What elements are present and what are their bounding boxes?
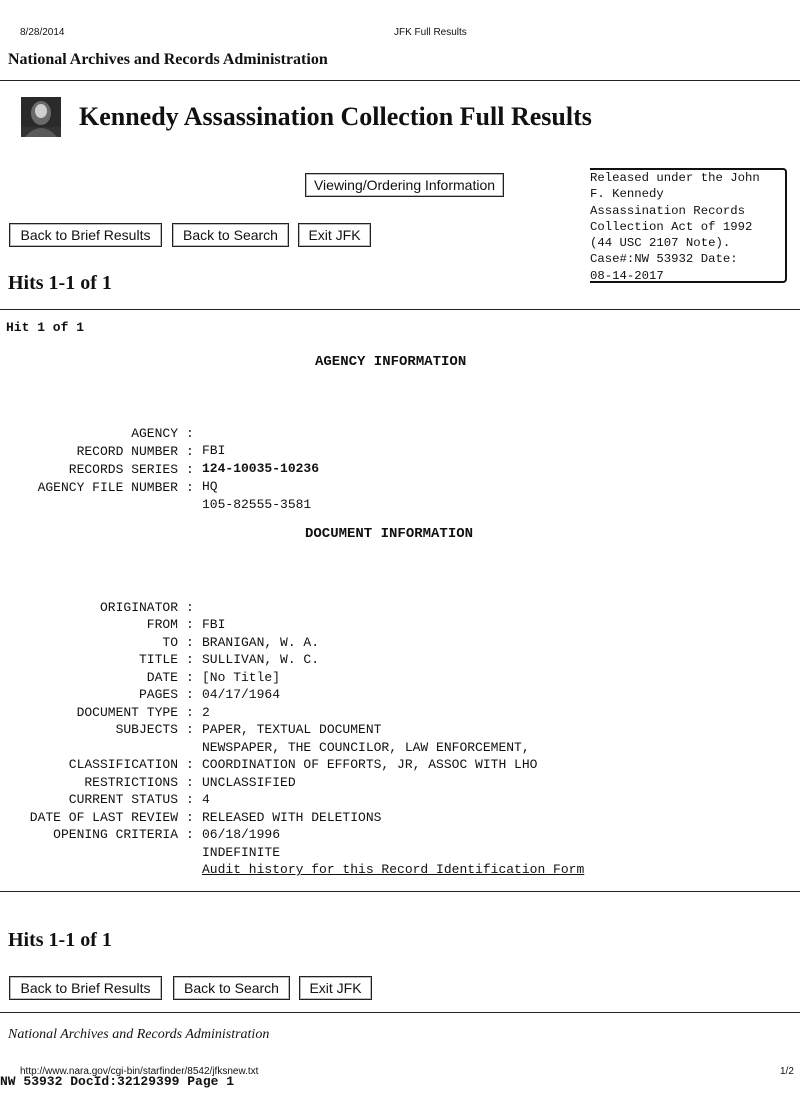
field-label: CURRENT STATUS xyxy=(68,792,178,807)
field-value: INDEFINITE xyxy=(202,844,281,860)
release-stamp-line: (44 USC 2107 Note). xyxy=(590,236,731,251)
field-value: UNCLASSIFIED xyxy=(202,774,296,790)
field-label: OPENING CRITERIA xyxy=(53,827,178,842)
field-label: ORIGINATOR xyxy=(99,599,178,615)
field-value: FBI xyxy=(202,443,226,458)
field-value: 105-82555-3581 xyxy=(202,497,312,512)
field-date: DATE : 04/17/1964 xyxy=(146,669,281,702)
field-label: RECORDS SERIES xyxy=(68,461,178,477)
field-label: DATE xyxy=(146,669,178,685)
field-date-of-last-review: DATE OF LAST REVIEW : 06/18/1996 xyxy=(29,809,281,842)
release-stamp-line: Released under the John xyxy=(590,171,760,185)
print-page-number: 1/2 xyxy=(780,1066,794,1077)
release-stamp-line: F. Kennedy xyxy=(590,187,664,202)
print-url: http://www.nara.gov/cgi-bin/starfinder/8542/jfksnew.txt xyxy=(20,1066,259,1077)
field-originator: ORIGINATOR : FBI xyxy=(99,599,226,632)
field-label: SUBJECTS xyxy=(115,722,178,737)
field-classification: CLASSIFICATION : UNCLASSIFIED xyxy=(68,757,296,790)
exit-jfk-button-bottom[interactable]: Exit JFK xyxy=(299,976,372,1000)
field-value: 2 xyxy=(202,704,210,720)
field-value: BRANIGAN, W. A. xyxy=(202,634,320,650)
field-label: PAGES xyxy=(138,687,178,702)
field-label: FROM xyxy=(146,617,178,632)
collection-title: Kennedy Assassination Collection Full Results xyxy=(79,102,592,131)
field-agency: AGENCY : FBI xyxy=(131,425,226,458)
field-label: TITLE xyxy=(138,652,178,667)
back-to-brief-results-button-bottom[interactable]: Back to Brief Results xyxy=(9,976,162,1000)
document-information-heading: DOCUMENT INFORMATION xyxy=(305,526,474,542)
agency-information-heading: AGENCY INFORMATION xyxy=(315,354,467,370)
back-to-search-button-bottom[interactable]: Back to Search xyxy=(173,976,290,1000)
field-value: COORDINATION OF EFFORTS, JR, ASSOC WITH LHO xyxy=(202,757,538,772)
field-label: AGENCY FILE NUMBER xyxy=(37,479,178,495)
exit-jfk-button[interactable]: Exit JFK xyxy=(298,223,371,247)
audit-history-link[interactable]: Audit history for this Record Identification Form xyxy=(202,862,585,877)
back-to-brief-results-button[interactable]: Back to Brief Results xyxy=(9,223,162,247)
field-title: TITLE : [No Title] xyxy=(138,652,281,685)
field-label: DATE OF LAST REVIEW xyxy=(29,809,178,825)
field-value: SULLIVAN, W. C. xyxy=(202,652,320,667)
footer-org-name: National Archives and Records Administration xyxy=(8,1027,270,1042)
field-value: 06/18/1996 xyxy=(202,827,281,842)
field-value: 124-10035-10236 xyxy=(202,461,320,476)
field-opening-criteria: OPENING CRITERIA : INDEFINITE xyxy=(53,827,281,860)
field-label: RESTRICTIONS xyxy=(84,774,178,790)
field-value: HQ xyxy=(202,479,218,494)
hits-summary-bottom: Hits 1-1 of 1 xyxy=(8,929,112,951)
field-records-series: RECORDS SERIES : HQ xyxy=(68,461,218,494)
field-current-status: CURRENT STATUS : RELEASED WITH DELETIONS xyxy=(68,792,382,825)
release-stamp-line: Case#:NW 53932 Date: xyxy=(590,252,738,267)
release-stamp-line: Assassination Records xyxy=(590,203,745,218)
print-date: 8/28/2014 xyxy=(20,27,65,38)
back-to-search-button[interactable]: Back to Search xyxy=(172,223,289,247)
field-value: 4 xyxy=(202,792,210,807)
divider xyxy=(0,80,800,81)
field-value: PAPER, TEXTUAL DOCUMENT xyxy=(202,722,382,737)
divider xyxy=(0,891,800,892)
field-value: NEWSPAPER, THE COUNCILOR, LAW ENFORCEMENT, xyxy=(202,739,530,755)
field-from: FROM : BRANIGAN, W. A. xyxy=(146,617,320,650)
field-label: TO xyxy=(162,634,178,650)
hit-label: Hit 1 of 1 xyxy=(6,320,85,335)
field-record-number: RECORD NUMBER : 124-10035-10236 xyxy=(76,443,320,476)
hits-summary: Hits 1-1 of 1 xyxy=(8,272,112,294)
field-value: [No Title] xyxy=(202,669,281,685)
field-label: DOCUMENT TYPE xyxy=(76,704,178,720)
field-value: RELEASED WITH DELETIONS xyxy=(202,809,382,825)
field-label: CLASSIFICATION xyxy=(68,757,178,772)
field-restrictions: RESTRICTIONS : 4 xyxy=(84,774,210,807)
viewing-ordering-button[interactable]: Viewing/Ordering Information xyxy=(305,173,504,197)
divider xyxy=(0,309,800,310)
release-stamp xyxy=(590,168,787,283)
field-label: RECORD NUMBER xyxy=(76,443,178,459)
field-pages: PAGES : 2 xyxy=(138,687,210,720)
field-subjects: SUBJECTS : NEWSPAPER, THE COUNCILOR, LAW ENFORCEMENT, xyxy=(115,722,530,755)
field-value: 04/17/1964 xyxy=(202,687,281,702)
field-agency-file-number: AGENCY FILE NUMBER : 105-82555-3581 xyxy=(37,479,312,512)
org-name: National Archives and Records Administration xyxy=(8,51,328,68)
release-stamp-line: 08-14-2017 xyxy=(590,268,664,283)
field-to: TO : SULLIVAN, W. C. xyxy=(162,634,320,667)
kennedy-portrait-logo xyxy=(21,97,61,137)
nara-docid-stamp: NW 53932 DocId:32129399 Page 1 xyxy=(0,1074,235,1089)
field-value: FBI xyxy=(202,617,226,632)
field-label: AGENCY xyxy=(131,425,178,441)
divider xyxy=(0,1012,800,1013)
print-page-title: JFK Full Results xyxy=(394,27,467,38)
release-stamp-line: Collection Act of 1992 xyxy=(590,219,753,234)
field-document-type: DOCUMENT TYPE : PAPER, TEXTUAL DOCUMENT xyxy=(76,704,382,737)
